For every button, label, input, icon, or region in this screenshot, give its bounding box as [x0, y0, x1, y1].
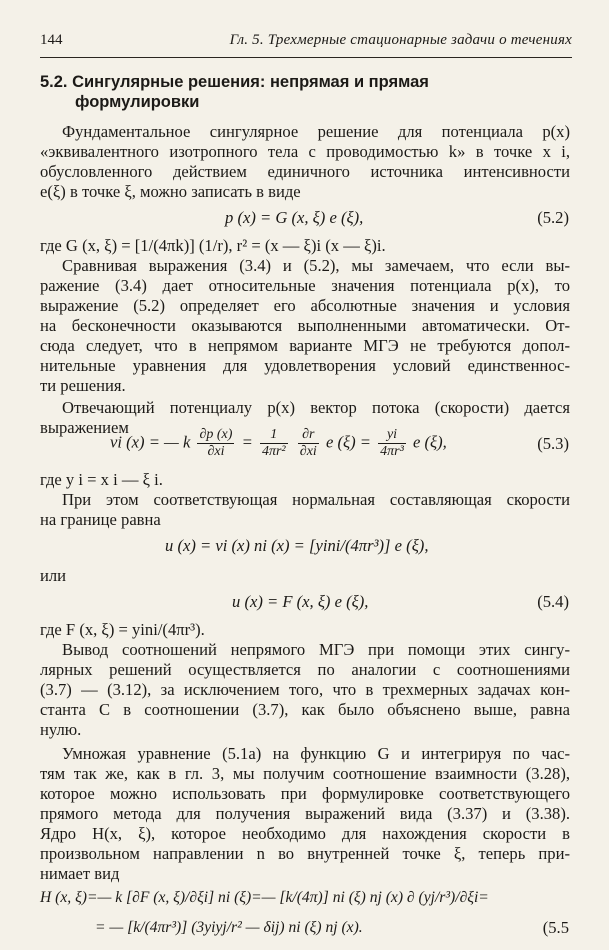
text-line: или	[40, 566, 67, 585]
text-line: ражение (3.4) дает относительные значения потенциала p(x), то	[40, 276, 570, 295]
text-line: на бесконечности оказываются выполненными автоматически. От-	[40, 316, 570, 335]
equation-5-2: p (x) = G (x, ξ) e (ξ),	[225, 208, 364, 227]
equals-sign: =	[241, 432, 253, 452]
text-line: нительные уравнения для удовлетворения условий единственнос-	[40, 356, 570, 375]
equation-number-5-5: (5.5	[542, 918, 569, 937]
text-line: выражение (5.2) определяет его абсолютные значения и условия	[40, 296, 570, 315]
text-line: Умножая уравнение (5.1а) на функцию G и интегрируя по час-	[62, 744, 570, 763]
fraction	[197, 427, 234, 460]
header-rule	[40, 57, 572, 58]
running-title: Гл. 5. Трехмерные стационарные задачи о течениях	[229, 32, 572, 48]
text-line: лярных решений осуществляется по аналогии с соотношениями	[40, 660, 570, 679]
denominator: ∂xi	[299, 444, 317, 459]
numerator: ∂r	[298, 427, 319, 444]
text-line: где F (x, ξ) = yini/(4πr³).	[40, 620, 205, 639]
equation-normal-velocity: u (x) = vi (x) ni (x) = [yini/(4πr³)] e (ξ),	[165, 536, 429, 555]
section-title-line-1: 5.2. Сингулярные решения: непрямая и прямая	[40, 73, 429, 91]
text-line: обусловленного действием единичного источника интенсивности	[40, 162, 570, 181]
equation-number-5-4: (5.4)	[537, 592, 569, 611]
page-number: 144	[40, 32, 63, 48]
equation-5-5-line-1: H (x, ξ)=— k [∂F (x, ξ)/∂ξi] ni (ξ)=— [k/(4π)] ni (ξ) nj (x) ∂ (yj/r³)/∂ξi=	[40, 889, 489, 906]
equation-5-4: u (x) = F (x, ξ) e (ξ),	[232, 592, 369, 611]
text-line: «эквивалентного изотропного тела с проводимостью k» в точке x i,	[40, 142, 570, 161]
text-line: на границе равна	[40, 510, 161, 529]
fraction	[378, 427, 406, 460]
text-line: Отвечающий потенциалу p(x) вектор потока (скорости) дается	[62, 398, 570, 417]
equation-5-5-line-2: = — [k/(4πr³)] (3yiyj/r² — δij) ni (ξ) nj (x).	[95, 919, 363, 936]
text-line: выражением	[40, 418, 129, 437]
text-line: Сравнивая выражения (3.4) и (5.2), мы замечаем, что если вы-	[62, 256, 570, 275]
text-line: Фундаментальное сингулярное решение для потенциала p(x)	[62, 122, 570, 141]
text-line: ти решения.	[40, 376, 126, 395]
text-line: сюда следует, что в непрямом варианте МГЭ не требуются допол-	[40, 336, 570, 355]
text-line: e(ξ) в точке ξ, можно записать в виде	[40, 182, 301, 201]
text-line: нулю.	[40, 720, 82, 739]
fraction	[260, 427, 288, 460]
text-line: Вывод соотношений непрямого МГЭ при помощи этих сингу-	[62, 640, 570, 659]
equation-5-3	[110, 427, 447, 460]
numerator: yi	[378, 427, 406, 444]
text-line: где y i = x i — ξ i.	[40, 470, 163, 489]
eq-5-3-mid: e (ξ) =	[325, 432, 371, 452]
text-line: (3.7) — (3.12), за исключением того, что в трехмерных задачах кон-	[40, 680, 570, 699]
denominator: ∂xi	[207, 444, 225, 459]
numerator: 1	[260, 427, 288, 444]
text-line: которое можно использовать при формулировке соответствующего	[40, 784, 570, 803]
text-line: где G (x, ξ) = [1/(4πk)] (1/r), r² = (x — ξ)i (x — ξ)i.	[40, 236, 386, 255]
text-line: станта C в соотношении (3.7), как было объяснено выше, равна	[40, 700, 570, 719]
text-line: нимает вид	[40, 864, 120, 883]
text-line: прямого метода для получения выражений вида (3.37) и (3.38).	[40, 804, 570, 823]
numerator: ∂p (x)	[199, 427, 233, 442]
equation-number-5-3: (5.3)	[537, 434, 569, 453]
text-line: тям так же, как в гл. 3, мы получим соотношение взаимности (3.28),	[40, 764, 570, 783]
eq-5-3-lhs: vi (x) = — k	[110, 432, 191, 452]
section-title-line-2: формулировки	[75, 93, 200, 111]
equation-number-5-2: (5.2)	[537, 208, 569, 227]
text-line: произвольном направлении n во внутренней точке ξ, теперь при-	[40, 844, 570, 863]
denominator: 4πr²	[261, 444, 286, 459]
text-line: При этом соответствующая нормальная составляющая скорости	[62, 490, 570, 509]
text-line: Ядро H(x, ξ), которое необходимо для нахождения скорости в	[40, 824, 570, 843]
denominator: 4πr³	[380, 444, 404, 459]
eq-5-3-rhs: e (ξ),	[412, 432, 447, 452]
fraction	[298, 427, 319, 460]
